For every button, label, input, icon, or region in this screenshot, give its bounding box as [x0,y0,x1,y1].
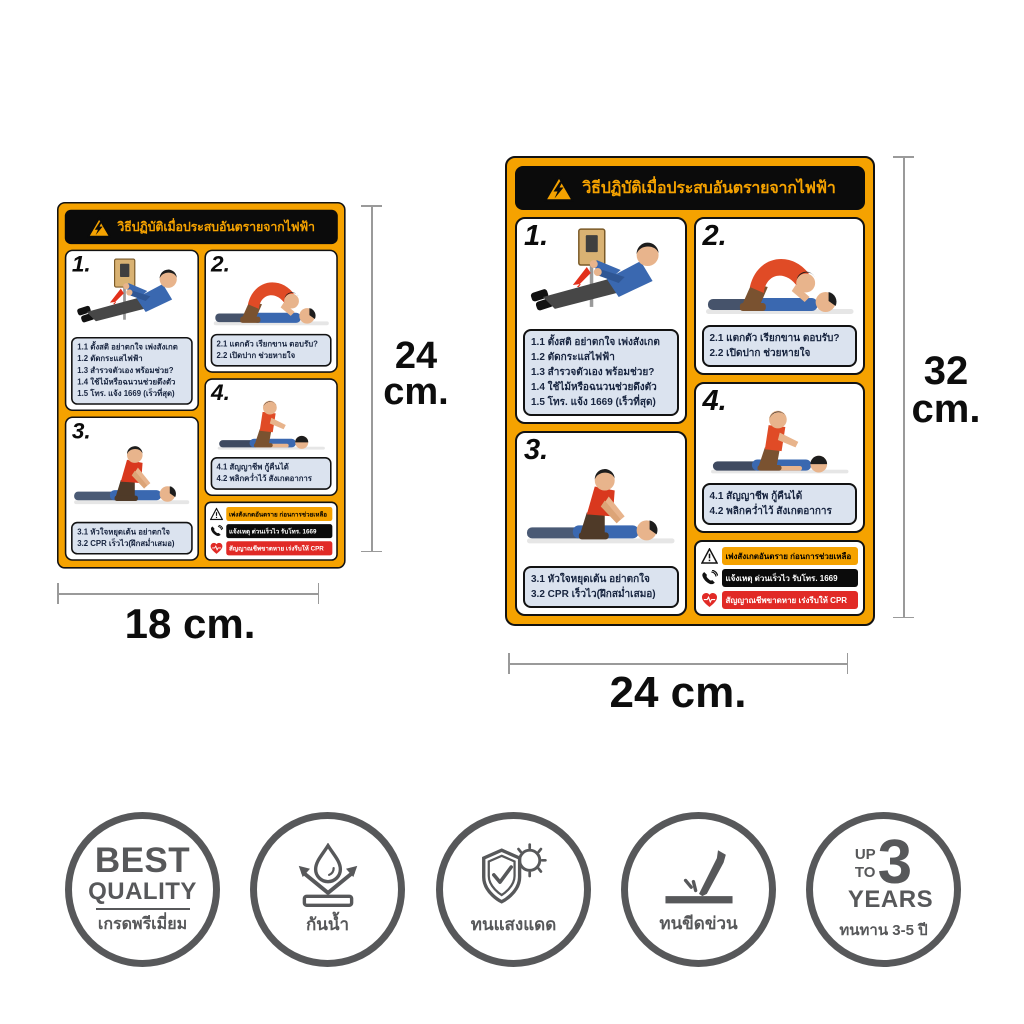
step-3-textbox [71,522,192,555]
dimension-value: 18 [124,600,172,647]
dimension-cap [361,205,382,207]
step-3-line: 3.1 หัวใจหยุดเต้น อย่าตกใจ [77,528,171,537]
alert-cpr-text: สัญญาณชีพขาดหาย เร่งรีบให้ CPR [226,541,332,555]
dimension-unit: cm. [383,371,449,414]
dimension-unit: cm. [183,600,256,647]
heart-pulse-icon [209,542,222,554]
poster-left-column [65,250,199,561]
step-1-panel [515,217,687,424]
step-1-line: 1.4 ใช้ไม้หรือฉนวนช่วยดึงตัว [531,382,657,394]
best-quality-line2: QUALITY [88,877,197,905]
step-1-line: 1.4 ใช้ไม้หรือฉนวนช่วยดึงตัว [77,378,176,387]
dimension-cap [361,551,382,553]
step-2-line: 2.1 แตกตัว เรียกขาน ตอบรับ? [709,333,840,345]
step-1-line: 1.5 โทร. แจ้ง 1669 (เร็วที่สุด) [77,390,175,399]
step-3-panel [65,417,199,561]
sun-shield-icon [477,843,551,909]
step-4-line: 4.2 พลิกคว่ำไว้ สังเกตอาการ [216,475,312,484]
step-3-textbox [523,566,679,608]
step-2-panel [204,250,338,373]
poster-small-sheet [57,202,346,569]
years-word: YEARS [847,885,934,913]
step-2-line: 2.2 เปิดปาก ช่วยหายใจ [709,348,811,360]
step-2-number: 2. [702,220,727,252]
waterproof-label: กันน้ำ [305,914,350,934]
step-2-number: 2. [211,251,230,277]
electric-warning-triangle-icon [88,216,111,237]
dimension-cap [318,583,320,604]
dimension-value: 24 [394,335,438,377]
years-up: UP [854,846,876,864]
emergency-alert-box [694,540,866,616]
alert-row-cpr [701,591,859,609]
scratch-resistant-label: ทนขีดข่วน [659,913,738,933]
step-4-line: 4.1 สัญญาชีพ กู้คืนได้ [216,463,289,472]
step-1-textbox [71,337,192,405]
waterproof-icon [292,843,364,909]
alert-row-observe [209,507,332,521]
years-thai-label: ทนทาน 3-5 ปี [839,921,928,939]
poster-right-column [694,217,866,616]
alert-row-cpr [209,541,332,555]
step-3-number: 3. [71,418,91,444]
step-2-panel [694,217,866,375]
step-2-line: 2.1 แตกตัว เรียกขาน ตอบรับ? [216,340,318,349]
poster-grid [515,217,865,616]
alert-row-observe [701,547,859,565]
dimension-unit: cm. [911,387,981,431]
badge-sun-resistant [436,812,591,967]
dimension-label-large-height [906,349,986,431]
poster-title-bar [515,166,865,210]
step-3-line: 3.2 CPR เร็วไว(ฝึกสม่ำเสมอ) [531,589,656,600]
alert-observe-text: เพ่งสังเกตอันตราย ก่อนการช่วยเหลือ [722,547,859,565]
dimension-label-small-width [90,600,290,647]
step-2-textbox [210,334,331,367]
dimension-value: 24 [609,668,659,717]
best-quality-line1: BEST [94,840,191,880]
heart-pulse-icon [701,592,718,608]
alert-call-text: แจ้งเหตุ ด่วนเร็วไว รับโทร. 1669 [722,569,859,587]
poster-small [57,202,346,569]
alert-row-call [701,569,859,587]
dimension-line-small-width [57,593,319,595]
phone-icon [209,525,222,537]
scratch-resistant-icon [661,844,737,908]
step-1-number: 1. [524,220,549,252]
best-quality-line3: เกรดพรีเมี่ยม [97,915,188,933]
step-1-number: 1. [71,251,91,277]
poster-title: วิธีปฏิบัติเมื่อประสบอันตรายจากไฟฟ้า [117,220,315,234]
badge-divider [96,908,190,910]
step-2-textbox [702,325,858,367]
badge-scratch-resistant [621,812,776,967]
badge-durability-years [806,812,961,967]
step-1-textbox [523,329,679,416]
dimension-line-small-height [371,205,373,552]
poster-grid [65,250,338,561]
step-1-line: 1.2 ตัดกระแสไฟฟ้า [531,352,615,364]
years-number: 3 [877,828,913,898]
poster-left-column [515,217,687,616]
step-2-line: 2.2 เปิดปาก ช่วยหายใจ [216,351,296,361]
electric-warning-triangle-icon [544,175,574,202]
poster-title-bar [65,210,338,244]
step-4-textbox [210,457,331,490]
years-to: TO [854,863,876,881]
dimension-cap [57,583,59,604]
badge-best-quality [65,812,220,967]
alert-row-call [209,524,332,538]
step-4-panel [694,382,866,533]
dimension-label-large-width [558,668,798,717]
step-4-panel [204,378,338,496]
step-4-number: 4. [702,385,727,418]
step-1-panel [65,250,199,411]
dimension-cap [508,653,510,674]
poster-large [505,156,875,626]
alert-cpr-text: สัญญาณชีพขาดหาย เร่งรีบให้ CPR [722,591,859,609]
alert-observe-text: เพ่งสังเกตอันตราย ก่อนการช่วยเหลือ [226,507,332,521]
step-3-line: 3.1 หัวใจหยุดเต้น อย่าตกใจ [531,574,650,585]
step-3-line: 3.2 CPR เร็วไว(ฝึกสม่ำเสมอ) [77,539,175,549]
step-1-line: 1.1 ตั้งสติ อย่าตกใจ เพ่งสังเกต [531,337,660,349]
warning-triangle-icon [209,508,222,520]
step-1-line: 1.3 สำรวจตัวเอง พร้อมช่วย? [77,366,174,376]
years-up-to [855,846,876,881]
phone-icon [701,570,718,586]
step-4-line: 4.1 สัญญาชีพ กู้คืนได้ [709,491,803,502]
sun-resistant-label: ทนแสงแดด [470,914,557,934]
step-1-line: 1.1 ตั้งสติ อย่าตกใจ เพ่งสังเกต [77,343,178,352]
poster-right-column [204,250,338,561]
step-4-number: 4. [211,380,230,406]
dimension-line-large-width [508,663,848,665]
alert-call-text: แจ้งเหตุ ด่วนเร็วไว รับโทร. 1669 [226,524,332,538]
step-4-textbox [702,483,858,525]
dimension-value: 32 [923,349,969,393]
dimension-label-small-height [378,335,454,414]
emergency-alert-box [204,502,338,561]
step-1-line: 1.3 สำรวจตัวเอง พร้อมช่วย? [531,367,655,379]
warning-triangle-icon [701,548,718,564]
dimension-cap [893,156,914,158]
step-1-line: 1.2 ตัดกระแสไฟฟ้า [77,354,143,364]
poster-title: วิธีปฏิบัติเมื่อประสบอันตรายจากไฟฟ้า [582,179,836,197]
dimension-cap [893,617,914,619]
poster-large-sheet [505,156,875,626]
step-4-line: 4.2 พลิกคว่ำไว้ สังเกตอาการ [709,506,832,517]
step-3-number: 3. [524,434,549,467]
badge-waterproof [250,812,405,967]
dimension-cap [847,653,849,674]
years-row [854,828,913,898]
dimension-unit: cm. [670,668,747,717]
step-3-panel [515,431,687,616]
step-1-line: 1.5 โทร. แจ้ง 1669 (เร็วที่สุด) [531,397,656,409]
dimension-line-large-height [903,156,905,618]
